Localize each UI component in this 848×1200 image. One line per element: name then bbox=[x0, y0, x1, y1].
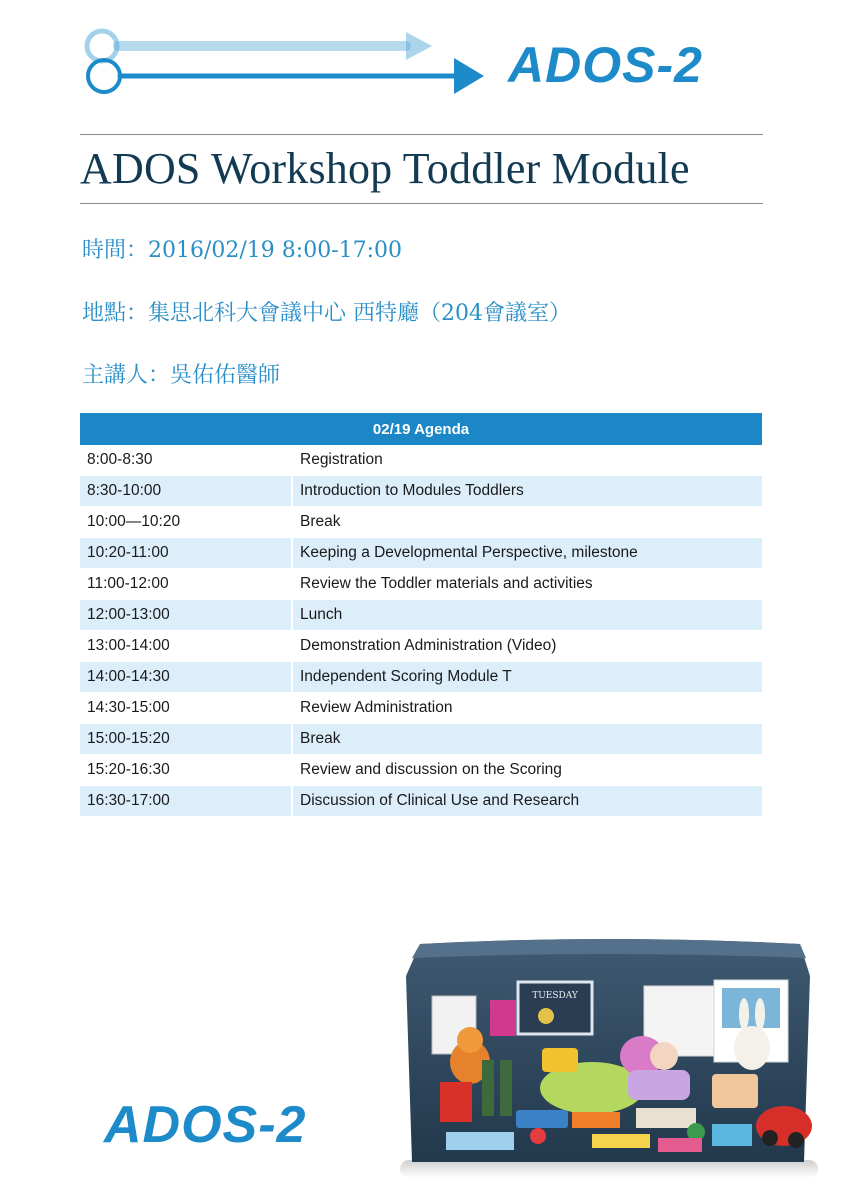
agenda-item: Registration bbox=[292, 445, 762, 476]
agenda-time: 14:30-15:00 bbox=[80, 693, 292, 724]
toy-kit-photo bbox=[396, 936, 822, 1182]
agenda-time: 15:00-15:20 bbox=[80, 724, 292, 755]
agenda-time: 11:00-12:00 bbox=[80, 569, 292, 600]
agenda-item: Independent Scoring Module T bbox=[292, 662, 762, 693]
agenda-row bbox=[80, 476, 762, 507]
agenda-table bbox=[80, 413, 762, 817]
agenda-row bbox=[80, 569, 762, 600]
agenda-item: Break bbox=[292, 507, 762, 538]
agenda-time: 8:00-8:30 bbox=[80, 445, 292, 476]
agenda-time: 12:00-13:00 bbox=[80, 600, 292, 631]
agenda-row bbox=[80, 538, 762, 569]
event-time: 時間：2016/02/19 8:00-17:00 bbox=[82, 238, 403, 263]
agenda-row bbox=[80, 693, 762, 724]
agenda-item: Review the Toddler materials and activities bbox=[292, 569, 762, 600]
agenda-item: Lunch bbox=[292, 600, 762, 631]
agenda-time: 13:00-14:00 bbox=[80, 631, 292, 662]
agenda-row bbox=[80, 445, 762, 476]
agenda-item: Review and discussion on the Scoring bbox=[292, 755, 762, 786]
agenda-time: 16:30-17:00 bbox=[80, 786, 292, 817]
event-venue: 地點：集思北科大會議中心 西特廳（204會議室） bbox=[82, 301, 571, 326]
title-top-divider bbox=[80, 134, 763, 135]
agenda-row bbox=[80, 724, 762, 755]
brand-logo-bottom: ADOS-2 bbox=[104, 1096, 307, 1154]
agenda-row bbox=[80, 786, 762, 817]
agenda-time: 15:20-16:30 bbox=[80, 755, 292, 786]
agenda-item: Break bbox=[292, 724, 762, 755]
event-speaker: 主講人：吳佑佑醫師 bbox=[82, 363, 281, 388]
agenda-row bbox=[80, 631, 762, 662]
calendar-card-label: TUESDAY bbox=[532, 991, 578, 1001]
agenda-item: Keeping a Developmental Perspective, milestone bbox=[292, 538, 762, 569]
agenda-time: 8:30-10:00 bbox=[80, 476, 292, 507]
agenda-time: 10:20-11:00 bbox=[80, 538, 292, 569]
page-title: ADOS Workshop Toddler Module bbox=[80, 144, 690, 193]
agenda-time: 14:00-14:30 bbox=[80, 662, 292, 693]
title-bottom-divider bbox=[80, 203, 763, 204]
agenda-heading: 02/19 Agenda bbox=[80, 413, 762, 445]
agenda-row bbox=[80, 662, 762, 693]
agenda-header-row bbox=[80, 413, 762, 445]
agenda-item: Demonstration Administration (Video) bbox=[292, 631, 762, 662]
agenda-item: Introduction to Modules Toddlers bbox=[292, 476, 762, 507]
brand-logo-top: ADOS-2 bbox=[508, 37, 703, 93]
agenda-row bbox=[80, 600, 762, 631]
arrow-logo-graphic bbox=[76, 26, 496, 106]
agenda-item: Discussion of Clinical Use and Research bbox=[292, 786, 762, 817]
agenda-row bbox=[80, 755, 762, 786]
agenda-time: 10:00—10:20 bbox=[80, 507, 292, 538]
agenda-row bbox=[80, 507, 762, 538]
agenda-item: Review Administration bbox=[292, 693, 762, 724]
